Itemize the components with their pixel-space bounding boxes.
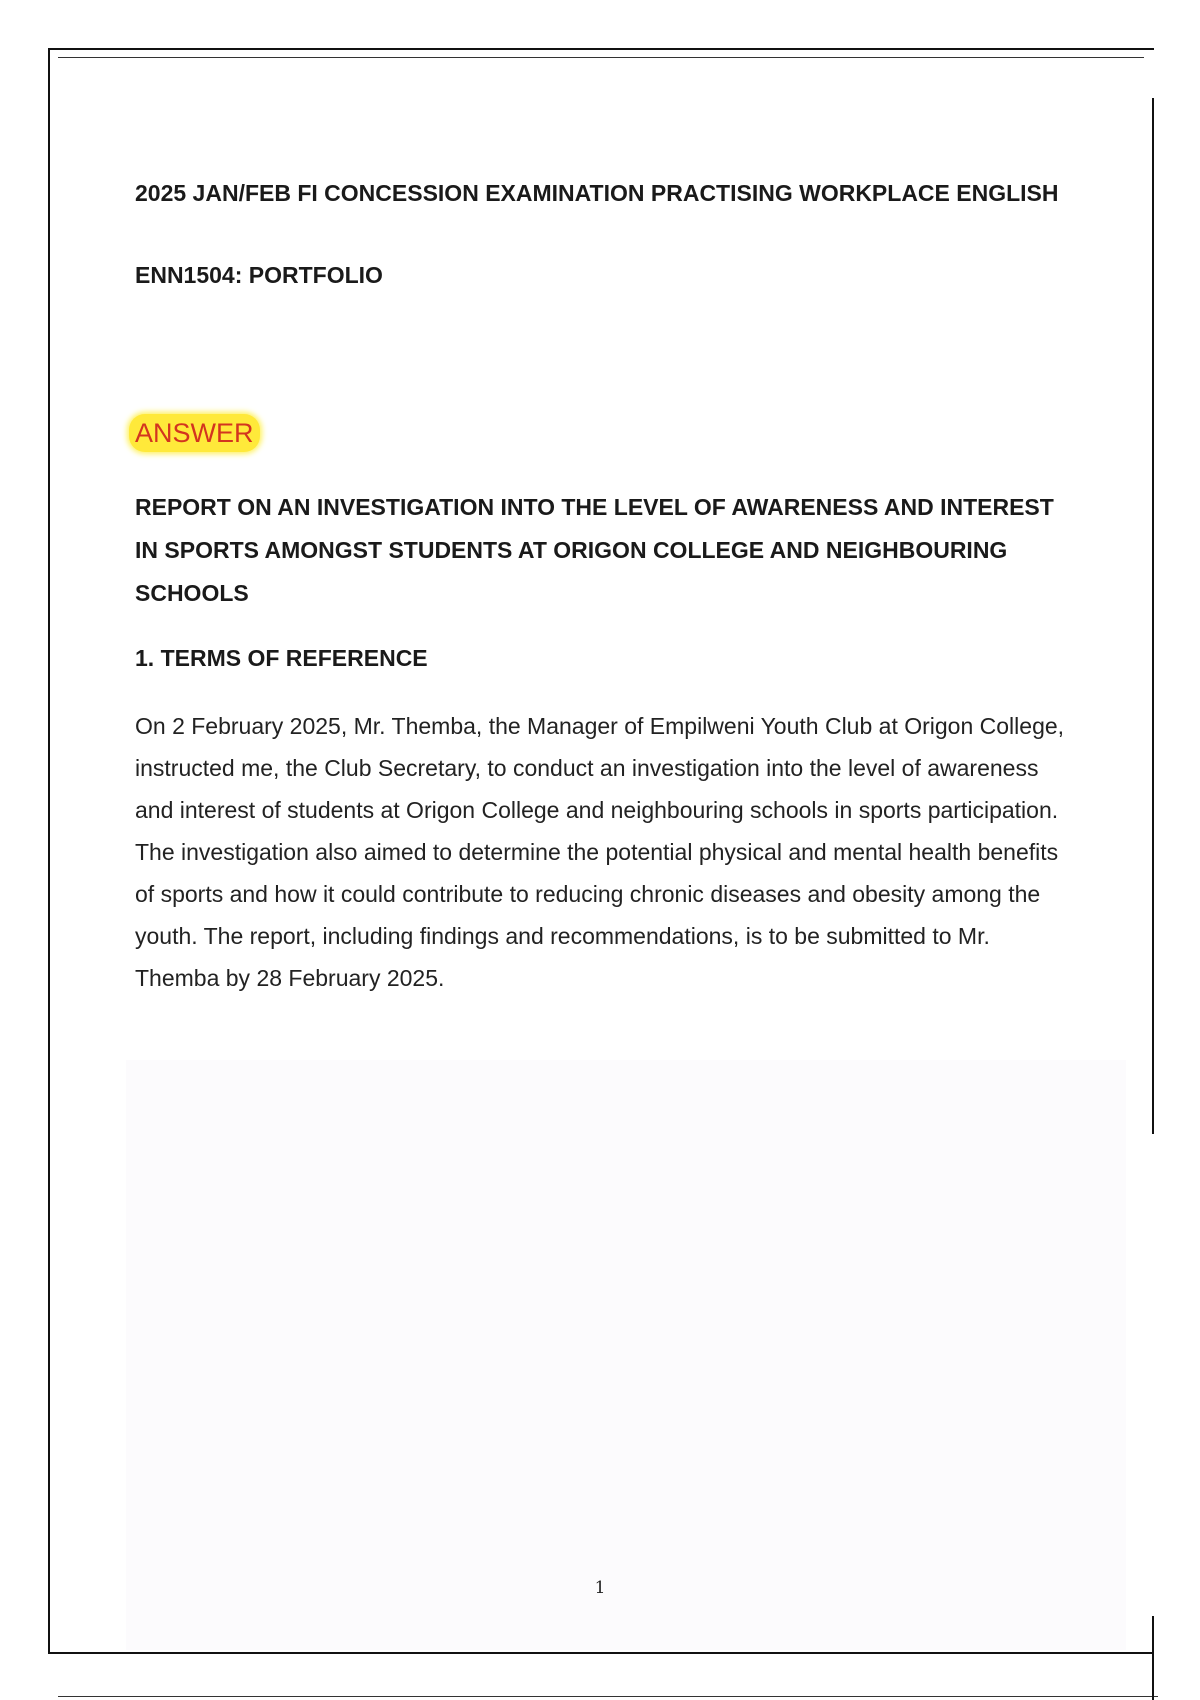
frame-bottom-line bbox=[48, 1652, 1154, 1654]
frame-left-line bbox=[48, 48, 50, 1654]
section-heading: 1. TERMS OF REFERENCE bbox=[135, 645, 428, 671]
document-body bbox=[135, 172, 1075, 999]
frame-bottom-lower-line bbox=[58, 1696, 1158, 1697]
course-code: ENN1504: PORTFOLIO bbox=[135, 262, 383, 288]
answer-label: ANSWER bbox=[129, 414, 260, 452]
frame-right-line-lower bbox=[1152, 1616, 1154, 1700]
frame-right-line-upper bbox=[1152, 98, 1154, 1134]
report-title: REPORT ON AN INVESTIGATION INTO THE LEVEL OF AWARENESS AND INTEREST IN SPORTS AMONGST STUDENTS AT ORIGON COLLEGE AND NEIGHBOURING SCHOOLS bbox=[135, 494, 1054, 606]
page-number: 1 bbox=[594, 1578, 606, 1598]
frame-top-line bbox=[48, 48, 1154, 50]
document-title: 2025 JAN/FEB FI CONCESSION EXAMINATION PRACTISING WORKPLACE ENGLISH bbox=[135, 180, 1059, 206]
page-shade bbox=[126, 1060, 1126, 1650]
frame-top-inner-line bbox=[58, 57, 1144, 58]
answer-label-container bbox=[135, 414, 1075, 458]
terms-of-reference-paragraph: On 2 February 2025, Mr. Themba, the Manager of Empilweni Youth Club at Origon College, instructed me, the Club Secretary, to conduct an investigation into the level of awareness and interest of students at Origon College and neighbouring schools in sports participation. The investigation also aimed to determine the potential physical and mental health benefits of sports and how it could contribute to reducing chronic diseases and obesity among the youth. The report, including findings and recommendations, is to be submitted to Mr. Themba by 28 February 2025. bbox=[135, 713, 1065, 991]
